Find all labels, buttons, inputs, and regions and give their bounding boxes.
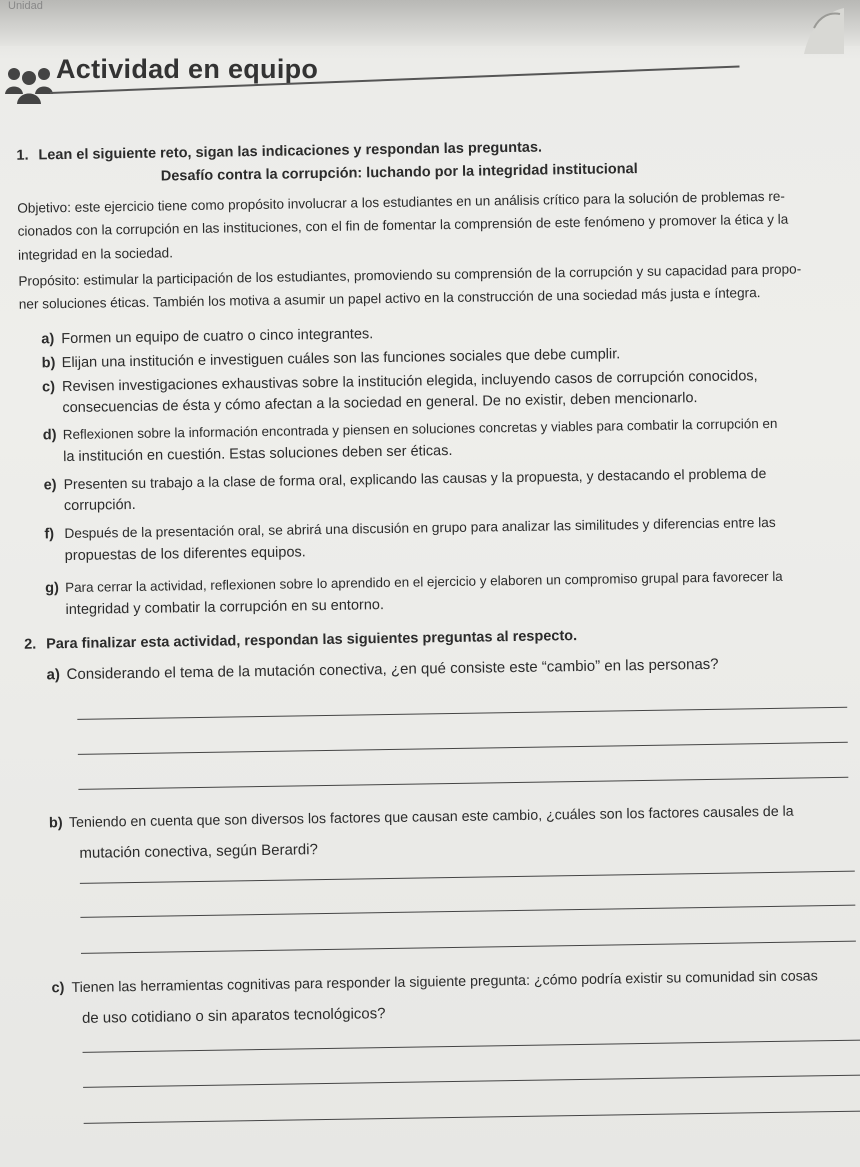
step-e bbox=[43, 464, 766, 494]
step-d bbox=[43, 415, 778, 445]
answer-line[interactable] bbox=[83, 1040, 860, 1054]
answer-line[interactable] bbox=[80, 871, 855, 884]
objective-line-3: integridad en la sociedad. bbox=[17, 245, 174, 263]
step-b bbox=[42, 345, 621, 372]
q1-number: 1. bbox=[16, 147, 29, 164]
section-title: Actividad en equipo bbox=[56, 54, 319, 84]
step-text: Formen un equipo de cuatro o cinco integrantes. bbox=[61, 326, 374, 348]
q2-instruction: Para finalizar esta actividad, respondan las siguientes preguntas al respecto. bbox=[46, 628, 578, 653]
step-text: Reflexionen sobre la información encontrada y piensen en soluciones concretas y viables para combatir la corrupción en bbox=[62, 415, 778, 443]
step-marker: b) bbox=[41, 355, 56, 372]
step-marker: f) bbox=[44, 526, 55, 543]
question-b-cont: mutación conectiva, según Berardi? bbox=[79, 841, 319, 862]
step-text: Para cerrar la actividad, reflexionen sobre lo aprendido en el ejercicio y elaboren un compromiso grupal para favorecer la bbox=[65, 568, 783, 596]
question-text: Teniendo en cuenta que son diversos los factores que causan este cambio, ¿cuáles son los factores causales de la bbox=[68, 803, 794, 832]
question-marker: b) bbox=[48, 815, 63, 832]
question-a bbox=[46, 656, 718, 685]
step-text: Revisen investigaciones exhaustivas sobre la institución elegida, incluyendo casos de corrupción conocidos, bbox=[61, 368, 758, 396]
question-c bbox=[51, 967, 817, 997]
question-marker: a) bbox=[46, 666, 61, 684]
objective-line-1: Objetivo: este ejercicio tiene como propósito involucrar a los estudiantes en un análisis crítico para la solución de problemas re- bbox=[17, 188, 785, 216]
unit-label: Unidad bbox=[8, 0, 43, 12]
question-text: Considerando el tema de la mutación conectiva, ¿en qué consiste este “cambio” en las personas? bbox=[66, 655, 719, 684]
q1-instruction: Lean el siguiente reto, sigan las indicaciones y respondan las preguntas. bbox=[38, 139, 543, 164]
step-a bbox=[41, 325, 373, 348]
purpose-line-2: ner soluciones éticas. También los motiva a asumir un papel activo en la construcción de una sociedad más justa e íntegra. bbox=[18, 285, 761, 312]
purpose-line-1: Propósito: estimular la participación de los estudiantes, promoviendo su comprensión de la corrupción y su capacidad para propo- bbox=[18, 261, 802, 289]
step-marker: c) bbox=[41, 379, 56, 396]
question-marker: c) bbox=[51, 980, 65, 997]
step-f bbox=[44, 514, 776, 543]
step-marker: d) bbox=[42, 427, 57, 444]
step-c-cont: consecuencias de ésta y cómo afectan a la sociedad en general. De no existir, deben mencionarlo. bbox=[62, 390, 698, 417]
step-marker: e) bbox=[43, 477, 57, 494]
q2-number: 2. bbox=[24, 636, 37, 653]
step-f-cont: propuestas de los diferentes equipos. bbox=[64, 544, 306, 565]
step-e-cont: corrupción. bbox=[63, 496, 136, 515]
question-text: Tienen las herramientas cognitivas para responder la siguiente pregunta: ¿cómo podría existir su comunidad sin cosas bbox=[71, 968, 818, 996]
step-marker: g) bbox=[45, 580, 60, 597]
step-g bbox=[45, 568, 783, 598]
answer-line[interactable] bbox=[78, 777, 848, 790]
step-g-cont: integridad y combatir la corrupción en su entorno. bbox=[65, 597, 385, 619]
step-text: Presenten su trabajo a la clase de forma oral, explicando las causas y la propuesta, y destacando el problema de bbox=[63, 465, 767, 493]
question-c-cont: de uso cotidiano o sin aparatos tecnológicos? bbox=[81, 1005, 386, 1027]
answer-line[interactable] bbox=[84, 1111, 860, 1125]
objective-line-2: cionados con la corrupción en las instituciones, con el fin de fomentar la comprensión de este fenómeno y promover la ética y la bbox=[17, 211, 789, 239]
answer-line[interactable] bbox=[78, 742, 848, 755]
answer-line[interactable] bbox=[77, 707, 847, 720]
question-b bbox=[49, 803, 794, 833]
answer-line[interactable] bbox=[81, 941, 856, 954]
answer-line[interactable] bbox=[83, 1075, 860, 1089]
step-text: Elijan una institución e investiguen cuáles son las funciones sociales que debe cumplir. bbox=[61, 346, 621, 372]
step-text: Después de la presentación oral, se abrirá una discusión en grupo para analizar las similitudes y diferencias entre las bbox=[64, 514, 776, 542]
answer-line[interactable] bbox=[80, 905, 855, 918]
step-marker: a) bbox=[41, 331, 55, 348]
challenge-title: Desafío contra la corrupción: luchando por la integridad institucional bbox=[160, 161, 638, 185]
step-d-cont: la institución en cuestión. Estas soluciones deben ser éticas. bbox=[63, 442, 453, 466]
